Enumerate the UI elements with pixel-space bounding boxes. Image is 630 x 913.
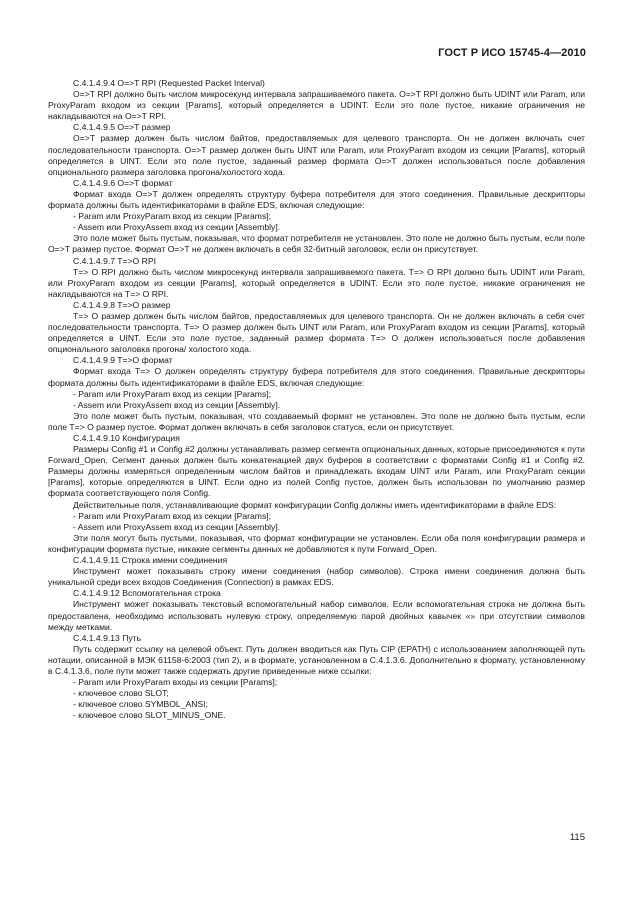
- body-paragraph: Путь содержит ссылку на целевой объект. Путь должен вводиться как Путь CIP (EPATH) с использованием заполняющей путь нотации, описанной в МЭК 61158-6:2003 (тип 2), и в формате, установленном в C.4.1.3.6. Дополнительно к формату, установленному в C.4.1.3.6, поле пути может также содержать другие приведенные ниже ссылки:: [48, 643, 585, 676]
- body-paragraph: Действительные поля, устанавливающие формат конфигурации Config должны иметь идентификаторами в файле EDS:: [73, 499, 557, 510]
- body-paragraph: Размеры Config #1 и Config #2 должны устанавливать размер сегмента опциональных данных, которые присоединяются к пути Forward_Open. Сегмент данных должен быть конкатенацией двух буферов в соответствии с форматами Config #1 и Config #2. Размеры должны измеряться определенным числом байтов и принадлежать входам UINT или Param, или ProxyParam секции [Params], которые определяются в UINT. Если одно из полей Config пустое, должен быть использован по умолчанию размер формата соответствующего поля Config.: [48, 444, 585, 499]
- body-paragraph: O=>T размер должен быть числом байтов, предоставляемых для целевого транспорта. Он не должен включать счет последовательности транспорта. O=>T размер должен быть UINT или Param, или ProxyParam входом из секции [Params], который определяется в UINT. Если это поле пустое, заданный размер формата O=>T должен использоваться после добавления опционального размера заголовка прогона/холостого хода.: [48, 133, 585, 177]
- body-paragraph: T=> O размер должен быть числом байтов, предоставляемых для целевого транспорта. Он не должен включать в себя счет последовательности транспорта. T=> O размер должен быть UINT или Param, или ProxyParam входом из секции [Params], который определяется в UINT. Если это поле пустое, заданный размер формата T=> O должен использоваться после добавления опционального заголовка прогона/ холостого хода.: [48, 310, 585, 355]
- list-item: - ключевое слово SYMBOL_ANSI;: [73, 699, 208, 710]
- body-paragraph: Это поле может быть пустым, показывая, что создаваемый формат не установлен. Это поле не должно быть пустым, если поле T=> O размер пустое. Формат должен включать в себя заголовок статуса, если он присутствует.: [48, 410, 585, 432]
- section-heading: C.4.1.4.9.9 T=>O формат: [73, 355, 173, 366]
- section-heading: C.4.1.4.9.4 O=>T RPI (Requested Packet Interval): [73, 78, 265, 88]
- list-item: - Param или ProxyParam вход из секции [Params];: [73, 388, 272, 399]
- list-item: - Assem или ProxyAssem вход из секции [Assembly].: [73, 521, 281, 532]
- section-heading: C.4.1.4.9.12 Вспомогательная строка: [73, 588, 221, 599]
- list-item: - Assem или ProxyAssem вход из секции [Assembly].: [73, 399, 281, 410]
- section-heading: C.4.1.4.9.5 O=>T размер: [73, 122, 171, 133]
- section-heading: C.4.1.4.9.7 T=>O RPI: [73, 255, 156, 266]
- section-heading: C.4.1.4.9.13 Путь: [73, 632, 142, 643]
- body-paragraph: O=>T RPI должно быть числом микросекунд интервала запрашиваемого пакета. O=>T RPI должно быть UDINT или Param, или ProxyParam входом из секции [Params], который определяется в UDINT. Если это поле пустое, никакие ограничения не накладываются на O=>T RPI.: [48, 89, 585, 122]
- list-item: - ключевое слово SLOT;: [73, 688, 169, 699]
- section-heading: C.4.1.4.9.8 T=>O размер: [73, 299, 171, 310]
- page-body: [48, 78, 585, 721]
- list-item: - ключевое слово SLOT_MINUS_ONE.: [73, 710, 226, 721]
- section-heading: C.4.1.4.9.6 O=>T формат: [73, 177, 173, 188]
- body-paragraph: Это поле может быть пустым, показывая, что формат потребителя не установлен. Это поле не должно быть пустым, если поле O=>T размер пустое. Формат O=>T не должен включать в себя 32-битный заголовок, если он присутствует.: [48, 233, 585, 255]
- section-heading: C.4.1.4.9.10 Конфигурация: [73, 433, 180, 443]
- body-paragraph: Эти поля могут быть пустыми, показывая, что формат конфигурации не установлен. Если оба поля конфигурации размера и конфигурации формата пустые, никакие сегменты данных не добавляются к пути Forward_Open.: [48, 532, 585, 554]
- body-paragraph: Формат входа T=> O должен определять структуру буфера потребителя для этого соединения. Правильные дескрипторы формата должны быть идентификаторами в файле EDS, включая следующие:: [48, 366, 585, 388]
- list-item: - Assem или ProxyAssem вход из секции [Assembly].: [73, 222, 281, 233]
- page-number: 115: [569, 832, 585, 843]
- body-paragraph: Инструмент может показывать текстовый вспомогательный набор символов. Если вспомогательная строка не должна быть предоставлена, необходимо использовать нулевую строку, определяемую парой двойных кавычек «» при отсутствии символов между метками.: [48, 599, 585, 632]
- list-item: - Param или ProxyParam входы из секции [Params];: [73, 677, 278, 688]
- standard-header: ГОСТ Р ИСО 15745-4—2010: [438, 47, 586, 59]
- body-paragraph: T=> O RPI должно быть числом микросекунд интервала запрашиваемого пакета. T=> O RPI должно быть UDINT или Param, или ProxyParam входом из секции [Params], который определяется в UDINT. Если это поле пустое, никакие ограничения не накладываются на T=> O RPI.: [48, 266, 585, 299]
- body-paragraph: Формат входа O=>T должен определять структуру буфера потребителя для этого соединения. Правильные дескрипторы формата должны быть идентификаторами в файле EDS, включая следующие:: [48, 188, 585, 211]
- list-item: - Param или ProxyParam вход из секции [Params];: [73, 510, 272, 521]
- section-heading: C.4.1.4.9.11 Строка имени соединения: [73, 555, 228, 566]
- body-paragraph: Инструмент может показывать строку имени соединения (набор символов). Строка имени соединения должна быть уникальной среди всех входов Соединения (Connection) в рамках EDS.: [48, 566, 585, 588]
- list-item: - Param или ProxyParam вход из секции [Params];: [73, 211, 272, 222]
